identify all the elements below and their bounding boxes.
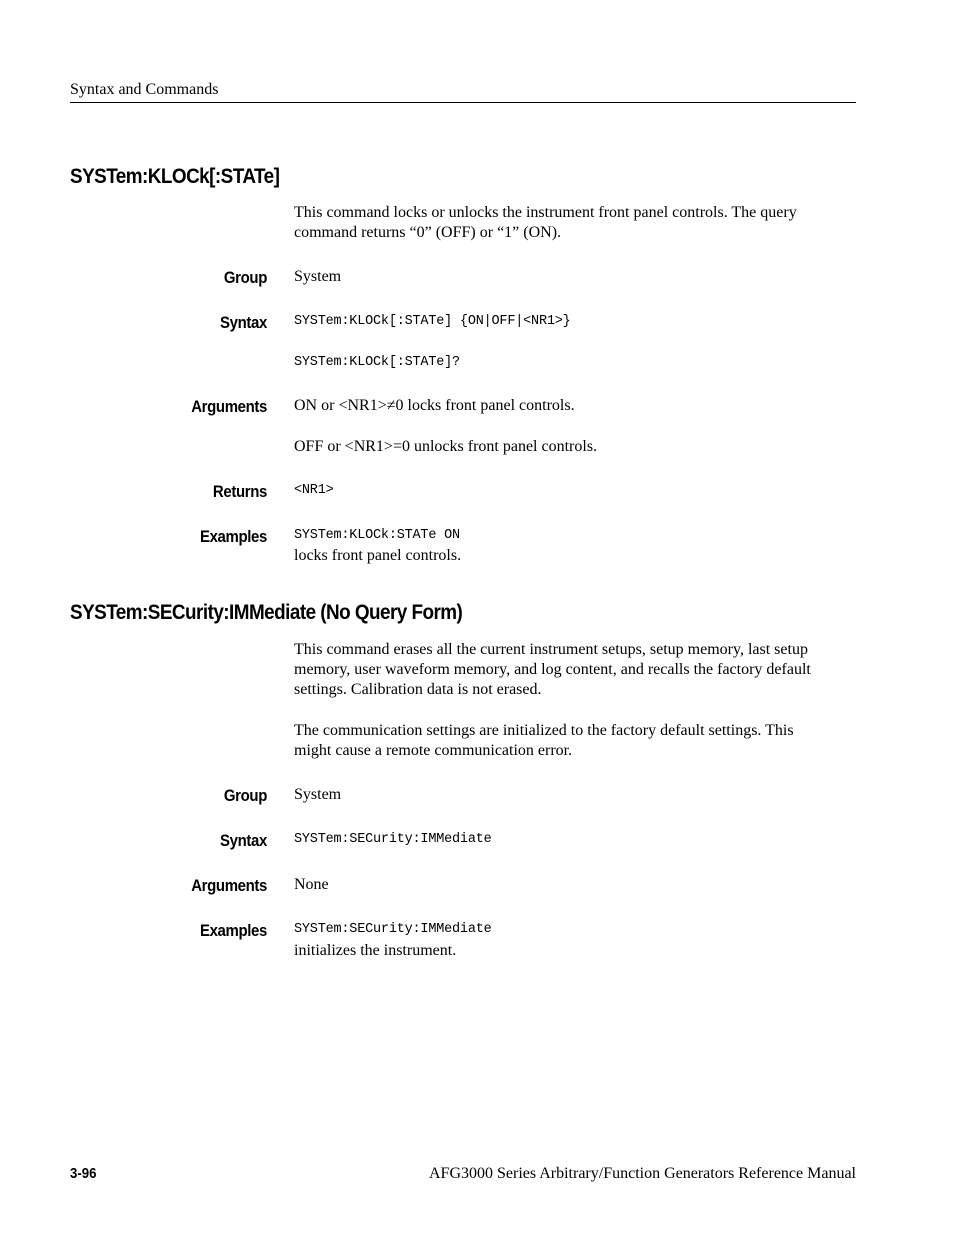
manual-title: AFG3000 Series Arbitrary/Function Generators Reference Manual bbox=[429, 1165, 856, 1182]
section-description bbox=[294, 203, 854, 243]
syntax-code: SYSTem:SECurity:IMMediate bbox=[294, 832, 492, 847]
syntax-query-code: SYSTem:KLOCk[:STATe]? bbox=[294, 355, 460, 370]
group-value: System bbox=[294, 786, 342, 803]
section-title-klock: SYSTem:KLOCk[:STATe] bbox=[70, 165, 280, 188]
syntax-label: Syntax bbox=[220, 313, 267, 332]
examples-label: Examples bbox=[199, 527, 267, 546]
group-value: System bbox=[294, 268, 342, 285]
description-line: settings. Calibration data is not erased. bbox=[294, 681, 542, 698]
description-line: might cause a remote communication error. bbox=[294, 742, 573, 759]
syntax-label: Syntax bbox=[220, 831, 267, 850]
section-description-2 bbox=[294, 721, 854, 761]
section-title-security: SYSTem:SECurity:IMMediate (No Query Form) bbox=[70, 601, 463, 624]
group-label: Group bbox=[223, 268, 267, 287]
group-label: Group bbox=[223, 786, 267, 805]
page-number: 3-96 bbox=[70, 1165, 97, 1182]
returns-value: <NR1> bbox=[294, 483, 334, 498]
description-line: memory, user waveform memory, and log content, and recalls the factory default bbox=[294, 661, 811, 678]
example-code: SYSTem:KLOCk:STATe ON bbox=[294, 528, 460, 543]
examples-label: Examples bbox=[199, 921, 267, 940]
example-description: locks front panel controls. bbox=[294, 547, 462, 564]
argument-off: OFF or <NR1>=0 unlocks front panel controls. bbox=[294, 438, 598, 455]
section-description bbox=[294, 640, 854, 700]
returns-label: Returns bbox=[212, 482, 267, 501]
arguments-value: None bbox=[294, 876, 329, 893]
description-line: This command erases all the current instrument setups, setup memory, last setup bbox=[294, 641, 808, 658]
arguments-label: Arguments bbox=[191, 876, 267, 895]
description-line: This command locks or unlocks the instrument front panel controls. The query bbox=[294, 204, 797, 221]
syntax-code: SYSTem:KLOCk[:STATe] {ON|OFF|<NR1>} bbox=[294, 314, 571, 329]
running-header: Syntax and Commands bbox=[70, 81, 219, 98]
example-code: SYSTem:SECurity:IMMediate bbox=[294, 922, 492, 937]
header-rule bbox=[70, 102, 856, 103]
example-description: initializes the instrument. bbox=[294, 942, 457, 959]
description-line: The communication settings are initialized to the factory default settings. This bbox=[294, 722, 794, 739]
description-line: command returns “0” (OFF) or “1” (ON). bbox=[294, 224, 562, 241]
arguments-label: Arguments bbox=[191, 397, 267, 416]
argument-on: ON or <NR1>≠0 locks front panel controls. bbox=[294, 397, 575, 414]
